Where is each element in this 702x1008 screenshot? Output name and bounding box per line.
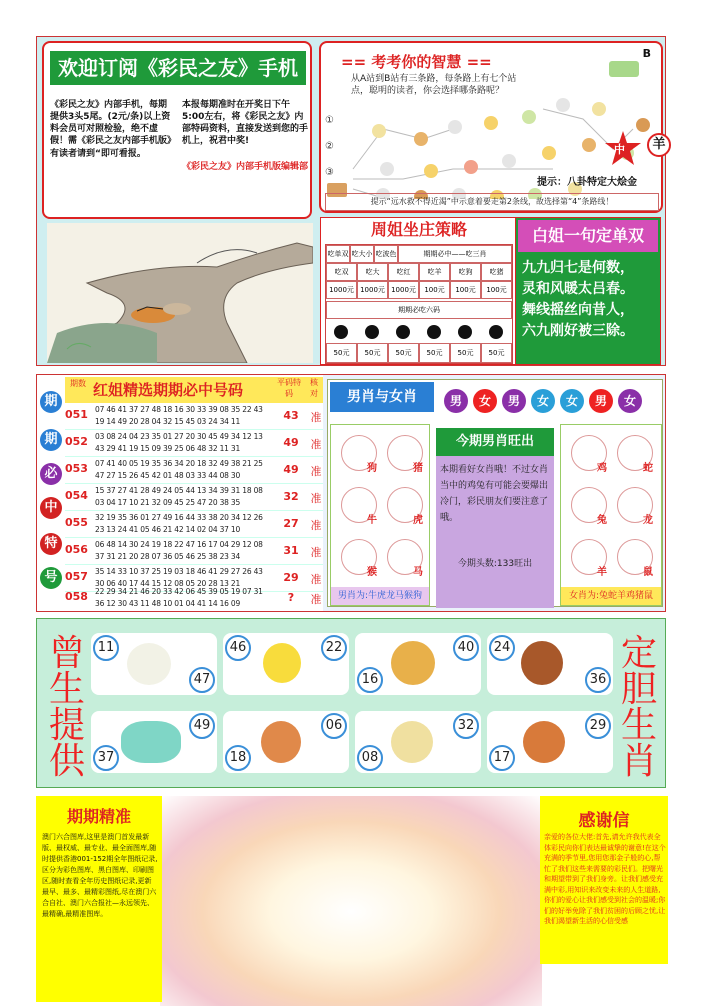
- right-vertical-char: 定: [620, 633, 657, 674]
- route-label-3: ③: [325, 167, 334, 178]
- chick-icon: [263, 643, 301, 683]
- baijie-title: 白姐一句定单双: [518, 220, 658, 252]
- zodiac-label: 马: [413, 567, 423, 578]
- ball-icon: [427, 325, 441, 339]
- snake-icon: [121, 721, 181, 763]
- yang-badge: 羊: [647, 133, 671, 157]
- zodiac-label: 猴: [367, 567, 377, 578]
- number-list: 07 41 40 05 19 35 36 34 20 18 32 49 38 21 25 47 27 15 26 45 42 01 48 03 33 44 08 30: [95, 459, 263, 480]
- ball-icon: [334, 325, 348, 339]
- number-top: 29: [585, 713, 611, 739]
- number-bottom: 22: [321, 635, 347, 661]
- zodiac-label: 狗: [367, 463, 377, 474]
- zodiac-title: 男肖与女肖: [330, 382, 434, 412]
- number-top: 40: [453, 635, 479, 661]
- number-list: 15 37 27 41 28 49 24 05 44 13 34 39 31 18 08 03 04 17 10 21 32 09 45 25 47 20 38 35: [95, 486, 263, 507]
- gender-pill: 男: [502, 389, 526, 413]
- dog-icon: [391, 721, 433, 763]
- zodiac-label: 鸡: [597, 463, 607, 474]
- number-list: 35 14 33 10 37 25 19 03 18 46 41 29 27 26 43 30 06 40 17 44 15 12 08 05 20 28 13 21: [95, 567, 263, 588]
- number-card: [91, 711, 217, 773]
- header-three-zodiac: 期期必中——吃三肖: [398, 245, 512, 263]
- strategy-panel: [320, 217, 516, 365]
- strategy-bet: 吃猪: [481, 263, 512, 281]
- strategy-bet: 吃红: [388, 263, 419, 281]
- poem-line: 九九归七是何数，: [522, 260, 634, 276]
- code-amount: 50元: [326, 343, 357, 363]
- thanks-title: 感谢信: [578, 811, 630, 831]
- left-vertical-char: 生: [48, 669, 85, 710]
- zodiac-label: 兔: [597, 515, 607, 526]
- hit-mark: 准: [310, 492, 322, 505]
- number-card: [487, 711, 613, 773]
- col-special: 平码特码: [277, 378, 301, 398]
- col-issue: 期数: [70, 379, 86, 388]
- number-bottom: 47: [189, 667, 215, 693]
- header-big-small: 吃大小: [350, 245, 374, 263]
- number-top: 06: [321, 713, 347, 739]
- number-top: 49: [189, 713, 215, 739]
- table-row: [65, 457, 323, 484]
- issue-number: 051: [65, 408, 88, 421]
- ball-icon: [489, 325, 503, 339]
- special-number: 49: [283, 436, 299, 449]
- hit-mark: 准: [310, 593, 322, 606]
- strategy-amount: 1000元: [357, 281, 388, 299]
- baijie-poem: [522, 258, 658, 342]
- side-char: 特: [40, 533, 62, 555]
- strategy-amount: 100元: [481, 281, 512, 299]
- special-number: 31: [283, 544, 299, 557]
- center-box: [436, 428, 554, 608]
- top-section: [36, 36, 666, 366]
- right-vertical-char: 生: [620, 705, 657, 746]
- left-vertical-char: 曾: [48, 633, 85, 674]
- zodiac-label: 虎: [413, 515, 423, 526]
- strategy-bet: 吃羊: [419, 263, 450, 281]
- picks-title: 红姐精选期期必中号码: [93, 381, 244, 399]
- number-card: [355, 711, 481, 773]
- header-color: 吃波色: [374, 245, 398, 263]
- gender-pill: 男: [444, 389, 468, 413]
- issue-number: 055: [65, 516, 88, 529]
- col-hit: 核对: [310, 378, 318, 398]
- thanks-box: [540, 796, 668, 964]
- poem-line: 六九刚好被三除。: [522, 323, 634, 339]
- number-top: 11: [93, 635, 119, 661]
- hit-mark: 准: [310, 411, 322, 424]
- hit-mark: 准: [310, 438, 322, 451]
- number-top: 32: [453, 713, 479, 739]
- left-vertical-char: 提: [48, 705, 85, 746]
- zodiac-panel: [327, 379, 663, 607]
- ball-icon: [365, 325, 379, 339]
- header-odd-even: 吃单双: [326, 245, 350, 263]
- center-text: 本期看好女肖哦！不过女肖当中的鸡兔有可能会要爆出冷门，彩民朋友们要注意了哦。: [440, 465, 549, 523]
- table-row: [65, 403, 323, 430]
- special-number: 29: [283, 571, 299, 584]
- strategy-grid: [325, 244, 513, 364]
- strategy-amount: 100元: [419, 281, 450, 299]
- numbers-section: [36, 618, 666, 788]
- issue-number: 054: [65, 489, 88, 502]
- number-card: [223, 711, 349, 773]
- zodiac-label: 猪: [413, 463, 423, 474]
- strategy-bet: 吃狗: [450, 263, 481, 281]
- side-char: 期: [40, 429, 62, 451]
- accuracy-box: [36, 796, 162, 1002]
- male-zodiac-box: [330, 424, 430, 606]
- number-bottom: 18: [225, 745, 251, 771]
- ox-icon: [523, 721, 565, 763]
- hit-mark: 准: [310, 465, 322, 478]
- strategy-title: 周姐坐庄策略: [321, 218, 517, 242]
- table-row: [65, 511, 323, 538]
- hit-mark: 准: [310, 573, 322, 586]
- strategy-bet: 吃大: [357, 263, 388, 281]
- middle-section: [36, 374, 666, 612]
- side-char: 期: [40, 391, 62, 413]
- ball-icon: [396, 325, 410, 339]
- baijie-panel: [515, 217, 661, 365]
- strategy-amount: 1000元: [388, 281, 419, 299]
- quiz-question: 从A站到B站有三条路，每条路上有七个站点，聪明的读者，你会选择哪条路呢？: [351, 74, 517, 97]
- painting-image: [47, 223, 313, 363]
- goat-icon: [127, 643, 171, 685]
- picks-table: [37, 375, 323, 611]
- number-top: 24: [489, 635, 515, 661]
- landscape-painting: [47, 223, 313, 363]
- poem-line: 灵和风暖太吕春。: [522, 281, 634, 297]
- number-card: [355, 633, 481, 695]
- poem-line: 舞线摇丝向昔人，: [522, 302, 634, 318]
- number-bottom: 36: [585, 667, 611, 693]
- number-bottom: 17: [489, 745, 515, 771]
- number-list: 07 46 41 37 27 48 18 16 30 33 39 08 35 22 43 19 14 49 20 28 04 32 15 45 03 24 34 11: [95, 405, 263, 426]
- side-char: 中: [40, 497, 62, 519]
- number-list: 22 29 34 21 46 20 33 42 06 45 39 05 19 07 31 36 12 30 43 11 48 10 01 04 41 14 16 09: [95, 587, 263, 608]
- strategy-bet: 吃双: [326, 263, 357, 281]
- table-row: [65, 538, 323, 565]
- strategy-amount: 100元: [450, 281, 481, 299]
- quiz-title: == 考考你的智慧 ==: [341, 53, 492, 71]
- code-amount: 50元: [450, 343, 481, 363]
- glow-background: [160, 796, 542, 1006]
- special-number: 32: [283, 490, 299, 503]
- table-row: [65, 585, 323, 611]
- zhong-badge: 中: [614, 143, 625, 156]
- six-codes-header: 期期必吃六码: [326, 301, 512, 319]
- code-amount: 50元: [419, 343, 450, 363]
- male-footer: 男肖为:牛虎龙马猴狗: [331, 587, 429, 605]
- female-zodiac-box: [560, 424, 662, 606]
- quiz-panel: [319, 41, 666, 213]
- issue-number: 053: [65, 462, 88, 475]
- gender-pill: 男: [589, 389, 613, 413]
- mouse-icon: [261, 721, 301, 763]
- number-list: 03 08 24 04 23 35 01 27 20 30 45 49 34 12 13 43 29 41 19 15 09 39 25 06 48 32 11 31: [95, 432, 263, 453]
- number-card: [91, 633, 217, 695]
- number-card: [223, 633, 349, 695]
- zodiac-label: 蛇: [643, 463, 653, 474]
- thanks-text: 亲爱的各位大佬:首先,请允许我代表全体彩民向你们表达最诚挚的谢意!在这个充满的季节里,您用您那金子般的心,帮忙了我们这些来需要的彩民们。把曙光和期望带到了我们身旁。让我们感受充满中彩,用知识来改变未来的人生道路,你们的爱心让我们感受到社会的温暖;你们的好举免除了我们贫困的后顾之忧,让我们渴望新生活的心信受感: [544, 833, 666, 925]
- zodiac-label: 羊: [597, 567, 607, 578]
- right-vertical-char: 胆: [620, 669, 657, 710]
- code-amount: 50元: [481, 343, 512, 363]
- gender-pill: 女: [473, 389, 497, 413]
- zodiac-label: 龙: [643, 515, 653, 526]
- tiger-icon: [391, 641, 435, 685]
- number-top: 46: [225, 635, 251, 661]
- special-number: 43: [283, 409, 299, 422]
- center-title: 今期男肖旺出: [436, 428, 554, 456]
- special-number: ?: [287, 591, 295, 604]
- issue-number: 058: [65, 590, 88, 603]
- issue-number: 057: [65, 570, 88, 583]
- hit-mark: 准: [310, 546, 322, 559]
- hit-mark: 准: [310, 519, 322, 532]
- number-bottom: 08: [357, 745, 383, 771]
- center-footer: 今期头数:133旺出: [457, 559, 533, 569]
- table-row: [65, 430, 323, 457]
- station-b-label: B: [642, 47, 651, 60]
- table-row: [65, 484, 323, 511]
- accuracy-title: 期期精准: [66, 807, 131, 826]
- subscription-panel: [42, 41, 312, 219]
- number-list: 32 19 35 36 01 27 49 16 44 33 38 20 34 12 26 23 13 24 41 05 46 21 42 14 02 04 37 10: [95, 513, 263, 534]
- promo-editor: 《彩民之友》内部手机版编辑部: [182, 162, 309, 172]
- right-vertical-char: 肖: [620, 741, 657, 782]
- zodiac-label: 牛: [367, 515, 377, 526]
- female-footer: 女肖为:兔蛇羊鸡猪鼠: [561, 587, 661, 605]
- route-label-1: ①: [325, 115, 334, 126]
- issue-number: 052: [65, 435, 88, 448]
- strategy-amount: 1000元: [326, 281, 357, 299]
- accuracy-text: 澳门六合图库,这里是澳门首发最新版、最权威、最专业、最全面图库,随时提供香港001-152期全年图纸记录,区分为彩色图库、黑白图库、印刷图区,随时查看全年历史图纸记录,更新最早、最多、最精彩图纸,尽在澳门六合自社、澳门六合报社—永远领先、最精确,最精准图库。: [42, 833, 158, 918]
- zodiac-label: 鼠: [643, 567, 653, 578]
- special-number: 49: [283, 463, 299, 476]
- gender-pill: 女: [531, 389, 555, 413]
- code-amount: 50元: [388, 343, 419, 363]
- special-number: 27: [283, 517, 299, 530]
- side-char: 号: [40, 567, 62, 589]
- promo-col1: 《彩民之友》内部手机，每期提供3头5尾。(2元/条)以上资料会员可对照检验，绝不虚假！需《彩民之友内部手机版》有读者请到“即可看报。: [50, 100, 172, 159]
- ball-icon: [458, 325, 472, 339]
- gender-pill: 女: [618, 389, 642, 413]
- horse-icon: [521, 641, 563, 685]
- route-label-2: ②: [325, 141, 334, 152]
- number-list: 06 48 14 30 24 19 18 22 47 16 17 04 29 12 08 37 31 21 20 28 07 36 05 46 25 38 23 34: [95, 540, 263, 561]
- gender-pill: 女: [560, 389, 584, 413]
- code-amount: 50元: [357, 343, 388, 363]
- quiz-footer: 提示“远水救不得近渴”中示意着要走第2条线，故选择第“4”条路线！: [325, 193, 659, 211]
- quiz-hint: 提示：八卦特定大烩金: [537, 177, 637, 188]
- subscription-title: 欢迎订阅《彩民之友》手机报: [50, 51, 306, 85]
- issue-number: 056: [65, 543, 88, 556]
- left-vertical-char: 供: [48, 741, 85, 782]
- number-bottom: 16: [357, 667, 383, 693]
- promo-col2: 本报每期准时在开奖日下午5:00左右，将《彩民之友》内部特码资料，直接发送到您的手机上，祝君中奖!: [182, 100, 309, 147]
- number-card: [487, 633, 613, 695]
- side-char: 必: [40, 463, 62, 485]
- number-bottom: 37: [93, 745, 119, 771]
